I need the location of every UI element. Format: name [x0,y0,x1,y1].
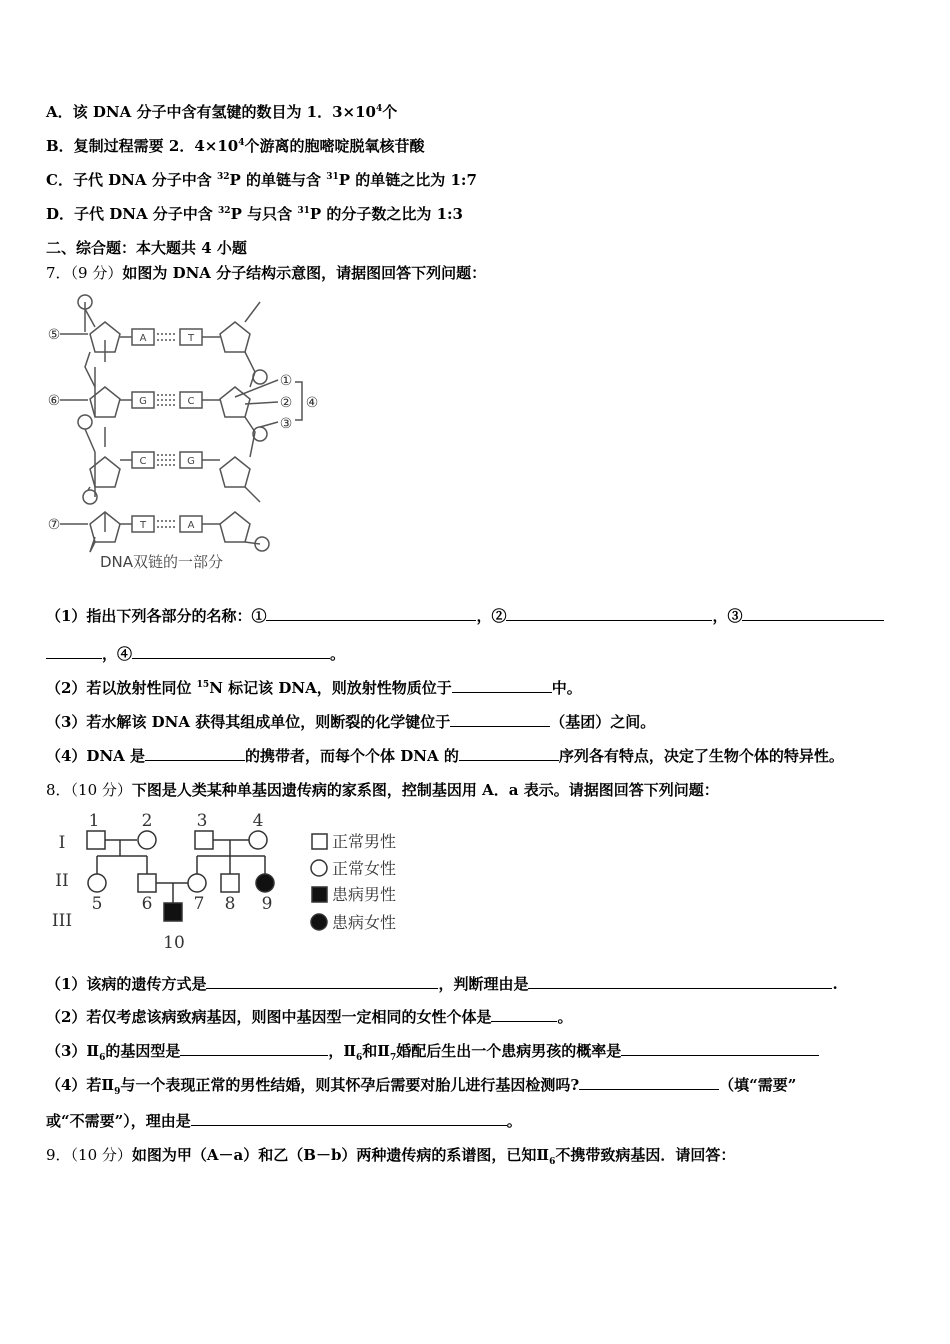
q7-sub1-cont: ，④ 。 [46,644,345,664]
generation-2: II [55,871,69,891]
base-right-2: C [187,396,195,407]
base-left-1: A [139,333,147,344]
q8-sub4: （4）若$Ⅱ_9$与一个表现正常的男性结婚，则其怀孕后需要对胎儿进行基因检测吗? （填“需要” [46,1076,797,1097]
base-right-3: G [187,456,195,467]
diagram-caption: DNA双链的一部分 [100,553,224,571]
label-5: ⑤ [47,327,61,343]
q8-sub4-cont: 或“不需要”），理由是 。 [46,1112,522,1130]
label-1: ① [279,373,293,389]
generation-3: III [51,911,73,931]
label-3: ③ [279,416,293,432]
label-7: ⑦ [47,517,61,533]
option-a: A．该 DNA 分子中含有氢键的数目为 1．$3\times 10^4$个 [46,103,398,121]
q7-sub3: （3）若水解该 DNA 获得其组成单位，则断裂的化学键位于 （基团）之间。 [46,713,656,731]
ind-7: 7 [193,894,205,914]
legend-normal-male: 正常男性 [332,832,397,851]
base-right-1: T [187,333,195,344]
base-left-3: C [139,456,147,467]
ind-3: 3 [196,811,208,831]
dna-structure-diagram [40,292,340,582]
q8-sub3: $(3)Ⅱ_6$的基因型是 ，$Ⅱ_6$和$Ⅱ_7$婚配后生出一个患病男孩的概率是 [46,1041,819,1061]
pedigree-chart [50,808,430,958]
q8-sub1: （1）该病的遗传方式是 ，判断理由是 . [46,975,838,993]
q7-sub2: （2）若以放射性同位 $^{15}$N 标记该 DNA，则放射性物质位于 中。 [46,679,582,697]
ind-4: 4 [252,811,264,831]
base-right-4: A [187,520,195,531]
ind-10: 10 [163,933,185,953]
q9-stem: 9．（10 分）如图为甲（A－a）和乙（B－b）两种遗传病的系谱图，已知$Ⅱ_6$不携带致病基因．请回答： [46,1146,736,1167]
generation-1: I [58,833,66,853]
label-2: ② [279,395,293,411]
base-left-2: G [139,396,147,407]
option-d: D．子代 DNA 分子中含 $^{32}$P 与只含 $^{31}$P 的分子数之比为 1:3 [46,205,463,223]
q7-sub4: （4）DNA 是 的携带者，而每个个体 DNA 的 序列各有特点，决定了生物个体的特异性。 [46,747,844,765]
ind-1: 1 [88,811,100,831]
ind-8: 8 [224,894,236,914]
option-b: B．复制过程需要 2．$4\times 10^4$个游离的胞嘧啶脱氧核苷酸 [46,137,425,155]
q8-stem: 8．（10 分）下图是人类某种单基因遗传病的家系图，控制基因用 A．a 表示。请据图回答下列问题： [46,781,719,799]
base-left-4: T [139,520,147,531]
ind-2: 2 [141,811,153,831]
q7-stem: 7．（9 分）如图为 DNA 分子结构示意图，请据图回答下列问题： [46,264,487,282]
ind-9: 9 [261,894,273,914]
ind-6: 6 [141,894,153,914]
q7-sub1: （1）指出下列各部分的名称：① ，② ，③ [46,606,884,626]
section-heading: 二、综合题：本大题共 4 小题 [46,239,247,257]
legend-affected-male: 患病男性 [332,885,397,904]
ind-5: 5 [91,894,103,914]
label-6: ⑥ [47,393,61,409]
q8-sub2: （2）若仅考虑该病致病基因，则图中基因型一定相同的女性个体是 。 [46,1008,573,1026]
label-4: ④ [305,395,319,411]
legend-affected-female: 患病女性 [332,913,397,932]
option-c: C．子代 DNA 分子中含 $^{32}$P 的单链与含 $^{31}$P 的单链之比为 1:7 [46,171,477,189]
legend-normal-female: 正常女性 [332,859,397,878]
